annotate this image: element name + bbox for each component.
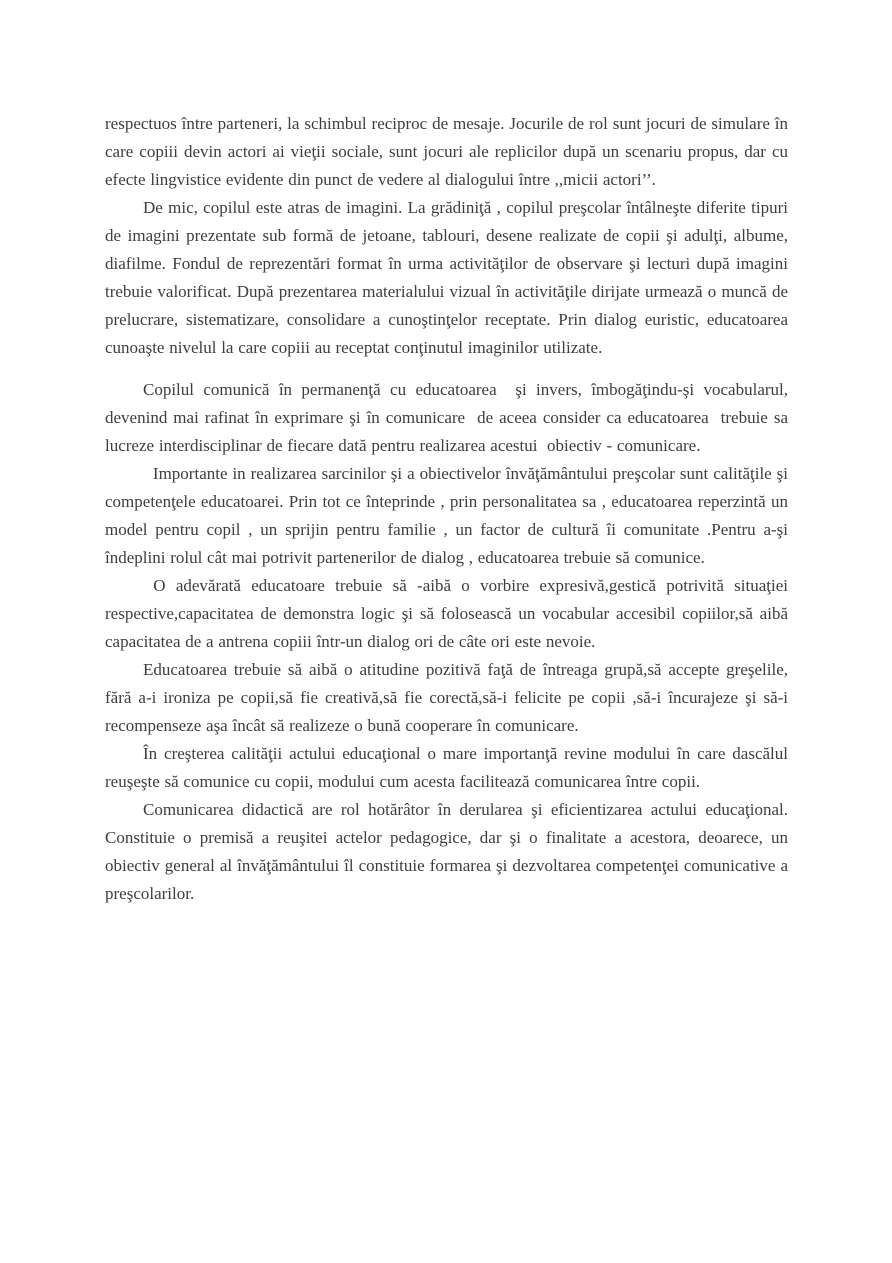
blank-line <box>105 362 788 376</box>
paragraph-copilul-comunica: Copilul comunică în permanenţă cu educatoarea şi invers, îmbogăţindu-şi vocabularul, devenind mai rafinat în exprimare şi în comunicare de aceea consider ca educatoarea trebuie sa lucreze interdisciplinar de fiecare dată pentru realizarea acestui obiectiv - comunicare. <box>105 380 793 455</box>
paragraph-atitudine-pozitiva: Educatoarea trebuie să aibă o atitudine pozitivă faţă de întreaga grupă,să accepte greşelile, fără a-i ironiza pe copii,să fie creativă,să fie corectă,să-i felicite pe copii ,să-i încurajeze şi să-i recompenseze aşa încât să realizeze o bună cooperare în comunicare. <box>105 660 793 735</box>
paragraph-comunicarea-didactica: Comunicarea didactică are rol hotărâtor în derularea şi eficientizarea actului educaţional. Constituie o premisă a reuşitei actelor pedagogice, dar şi o finalitate a acestora, deoarece, un obiectiv general al învăţământului îl constituie formarea şi dezvoltarea competenţei comunicative a preşcolarilor. <box>105 800 793 903</box>
paragraph-adevarata-educatoare: O adevărată educatoare trebuie să -aibă o vorbire expresivă,gestică potrivită situaţiei respective,capacitatea de demonstra logic şi să folosească un vocabular accesibil copiilor,să aibă capacitatea de a antrena copiii într-un dialog ori de câte ori este nevoie. <box>105 576 793 651</box>
paragraph-importante: Importante in realizarea sarcinilor şi a obiectivelor învăţământului preşcolar sunt calităţile şi competenţele educatoarei. Prin tot ce înteprinde , prin personalitatea sa , educatoarea reperzintă un model pentru copil , un sprijin pentru familie , un factor de cultură îi comunitate .Pentru a-şi îndeplini rolul cât mai potrivit partenerilor de dialog , educatoarea trebuie să comunice. <box>105 464 793 567</box>
paragraph-imagini: De mic, copilul este atras de imagini. La grădiniţă , copilul preşcolar întâlneşte diferite tipuri de imagini prezentate sub formă de jetoane, tablouri, desene realizate de copii şi adulţi, albume, diafilme. Fondul de reprezentări format în urma activităţilor de observare şi lecturi după imagini trebuie valorificat. După prezentarea materialului vizual în activităţile dirijate urmează o muncă de prelucrare, sistematizare, consolidare a cunoştinţelor receptate. Prin dialog euristic, educatoarea cunoaşte nivelul la care copiii au receptat conţinutul imaginilor utilizate. <box>105 198 793 357</box>
paragraph-continuation: respectuos între parteneri, la schimbul reciproc de mesaje. Jocurile de rol sunt jocuri de simulare în care copiii devin actori ai vieţii sociale, sunt jocuri ale replicilor după un scenariu propus, dar cu efecte lingvistice evidente din punct de vedere al dialogului între ,,micii actori’’. <box>105 114 793 189</box>
paragraph-cresterea-calitatii: În creşterea calităţii actului educaţional o mare importanţă revine modului în care dascălul reuşeşte să comunice cu copii, modului cum acesta facilitează comunicarea între copii. <box>105 744 793 791</box>
